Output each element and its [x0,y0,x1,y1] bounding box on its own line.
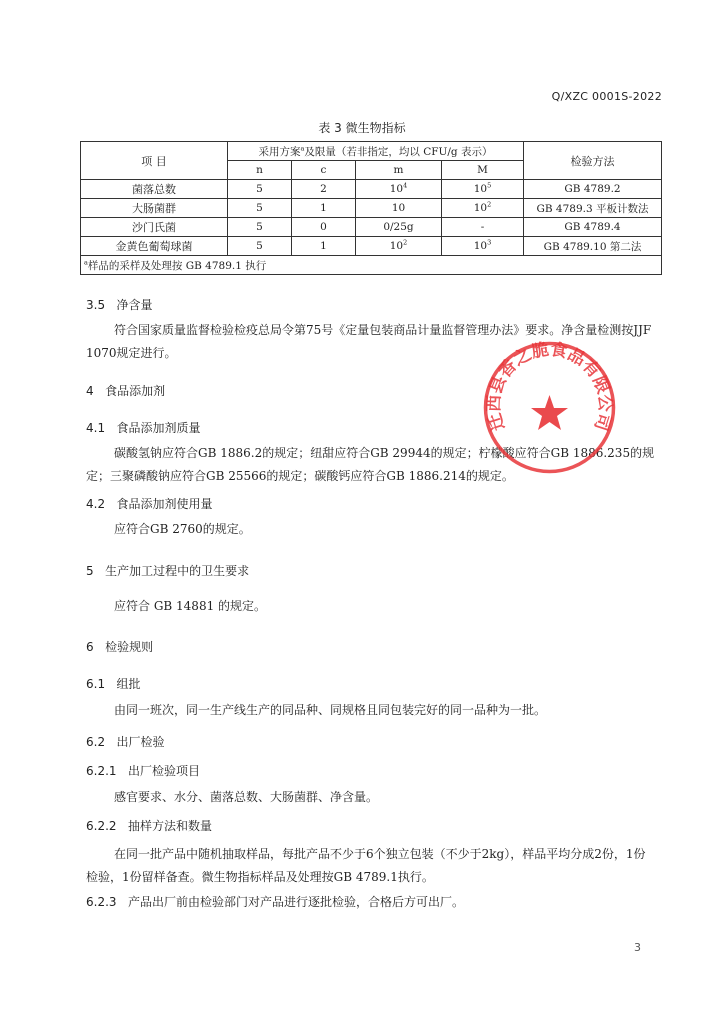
section-6-2-1-heading: 6.2.1 出厂检验项目 [86,764,201,778]
section-4-1-body: 碳酸氢钠应符合GB 1886.2的规定；纽甜应符合GB 29944的规定；柠檬酸应符合GB 1886.235的规定；三聚磷酸钠应符合GB 25566的规定；碳酸钙应符合GB 1886.214的规定。 [86,446,655,483]
table-row: 菌落总数 5 2 $10^4$ $10^5$ GB 4789.2 [81,180,662,199]
table-row: 沙门氏菌 5 0 0/25g - GB 4789.4 [81,218,662,237]
company-seal [482,340,617,475]
header-M: M [442,161,524,180]
microbial-table [80,141,662,275]
section-6-2-2-heading: 6.2.2 抽样方法和数量 [86,819,213,833]
section-3-5-heading: 3.5 净含量 [86,298,153,312]
section-4-2-heading: 4.2 食品添加剂使用量 [86,497,213,511]
section-4-2-body: 应符合GB 2760的规定。 [114,522,251,536]
section-6-1-heading: 6.1 组批 [86,677,141,691]
section-4-heading: 4 食品添加剂 [86,384,166,398]
page-number: 3 [634,941,641,954]
section-6-2-1-body: 感官要求、水分、菌落总数、大肠菌群、净含量。 [114,790,379,804]
section-5-body: 应符合 GB 14881 的规定。 [114,599,267,613]
section-6-2-heading: 6.2 出厂检验 [86,735,165,749]
section-6-1-body: 由同一班次，同一生产线生产的同品种、同规格且同包装完好的同一品种为一批。 [114,703,547,717]
section-6-heading: 6 检验规则 [86,640,154,654]
section-4-1-heading: 4.1 食品添加剂质量 [86,421,201,435]
header-method: 检验方法 [524,142,662,180]
header-n: n [228,161,292,180]
section-6-2-2-body: 在同一批产品中随机抽取样品，每批产品不少于6个独立包装（不少于2kg），样品平均分成2份，1份检验，1份留样备查。微生物指标样品及处理按GB 4789.1执行。 [86,847,646,884]
header-plan: 采用方案$^a$及限量（若非指定，均以 CFU/g 表示） [228,142,524,161]
header-m: m [356,161,442,180]
seal-text: 迁西县香之脆食品有限公司 [484,340,615,434]
document-id: Q/XZC 0001S-2022 [551,90,662,103]
table-caption: 表 3 微生物指标 [318,121,406,135]
section-5-heading: 5 生产加工过程中的卫生要求 [86,564,250,578]
section-3-5-body: 符合国家质量监督检验检疫总局令第75号《定量包装商品计量监督管理办法》要求。净含量检测按JJF 1070规定进行。 [86,323,652,360]
section-6-2-3: 6.2.3 产品出厂前由检验部门对产品进行逐批检验，合格后方可出厂。 [86,895,465,909]
star-icon [531,395,568,430]
table-row: 金黄色葡萄球菌 5 1 $10^2$ $10^3$ GB 4789.10 第二法 [81,237,662,256]
header-item: 项 目 [81,142,228,180]
header-c: c [292,161,356,180]
table-row: 大肠菌群 5 1 10 $10^2$ GB 4789.3 平板计数法 [81,199,662,218]
table-footnote: $^a$样品的采样及处理按 GB 4789.1 执行 [81,256,662,275]
